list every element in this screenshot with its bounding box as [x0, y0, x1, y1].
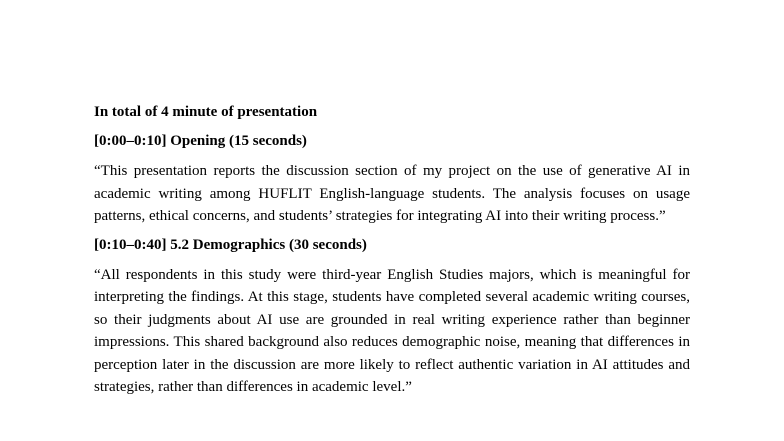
section-text-opening: “This presentation reports the discussion section of my project on the use of generative AI in academic writing among HUFLIT English-language students. The analysis focuses on usage patterns, ethical concerns, and students’ strategies for integrating AI into their writing process.”: [94, 163, 690, 224]
presentation-duration-heading: In total of 4 minute of presentation: [94, 104, 318, 120]
section-heading-opening: [0:00–0:10] Opening (15 seconds): [94, 133, 307, 149]
section-text-demographics: “All respondents in this study were third-year English Studies majors, which is meaningful for interpreting the findings. At this stage, students have completed several academic writing courses, so their judgments about AI use are grounded in real writing experience rather than beginner impressions. This shared background also reduces demographic noise, meaning that differences in perception later in the discussion are more likely to reflect authentic variation in AI attitudes and strategies, rather than differences in academic level.”: [94, 266, 690, 395]
section-heading-demographics: [0:10–0:40] 5.2 Demographics (30 seconds): [94, 236, 367, 253]
document-body: [94, 102, 690, 399]
